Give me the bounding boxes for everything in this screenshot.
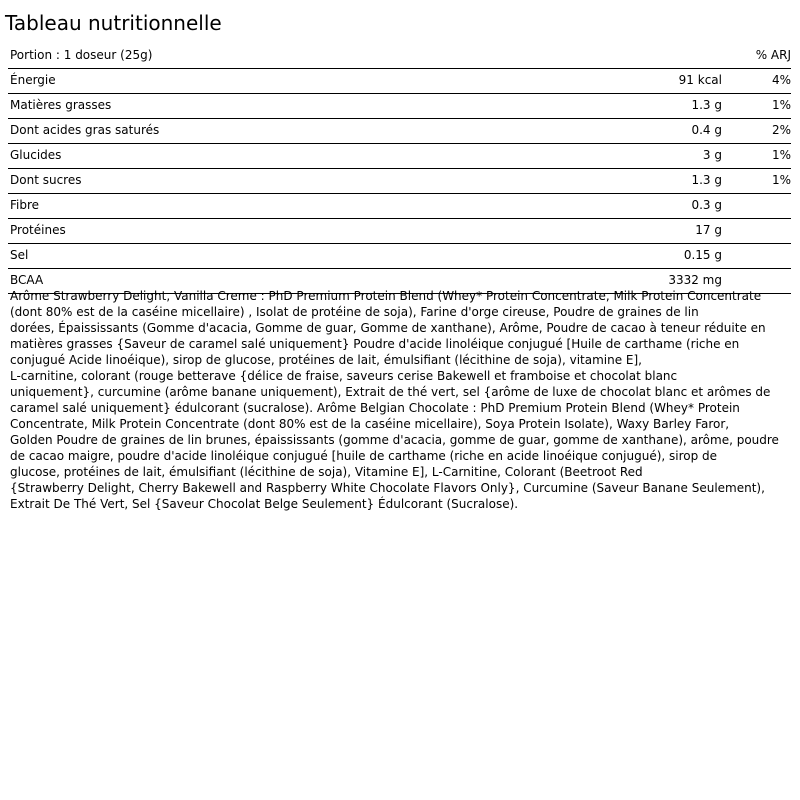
arj-header: % ARJ bbox=[755, 48, 791, 62]
row-percent: 4% bbox=[771, 73, 791, 87]
row-label: Dont sucres bbox=[10, 173, 82, 187]
row-label: Dont acides gras saturés bbox=[10, 123, 160, 137]
row-label: BCAA bbox=[10, 273, 44, 287]
table-row-sel bbox=[8, 244, 791, 269]
row-percent: 1% bbox=[771, 98, 791, 112]
table-row-energie bbox=[8, 69, 791, 94]
row-value: 3332 mg bbox=[668, 273, 722, 287]
table-row-fibre bbox=[8, 194, 791, 219]
table-row-matieres-grasses bbox=[8, 94, 791, 119]
table-row-acides-gras-satures bbox=[8, 119, 791, 144]
row-value: 0.15 g bbox=[683, 248, 722, 262]
row-label: Fibre bbox=[10, 198, 40, 212]
row-value: 3 g bbox=[702, 148, 722, 162]
row-percent: 1% bbox=[771, 148, 791, 162]
page-title: Tableau nutritionnelle bbox=[5, 11, 222, 35]
row-label: Sel bbox=[10, 248, 29, 262]
row-value: 1.3 g bbox=[691, 173, 722, 187]
row-value: 1.3 g bbox=[691, 98, 722, 112]
table-row-proteines bbox=[8, 219, 791, 244]
row-value: 91 kcal bbox=[678, 73, 722, 87]
row-percent: 1% bbox=[771, 173, 791, 187]
portion-label: Portion : 1 doseur (25g) bbox=[10, 48, 153, 62]
table-header-row bbox=[8, 44, 791, 69]
row-value: 17 g bbox=[695, 223, 722, 237]
row-value: 0.3 g bbox=[691, 198, 722, 212]
ingredients-text: Arôme Strawberry Delight, Vanilla Creme : PhD Premium Protein Blend (Whey* Protein Concentrate, Milk Protein Concentrate (dont 80% est de la caséine micellaire) , Isolat de protéine de soja), Farine d'orge cireuse, Poudre de graines de lin dorées, Épaississants (Gomme d'acacia, Gomme de guar, Gomme de xanthane), Arôme, Poudre de cacao à teneur réduite en matières grasses {Saveur de caramel salé uniquement} Poudre d'acide linoléique conjugué [Huile de carthame (riche en conjugué Acide linoéique), sirop de glucose, protéines de lait, émulsifiant (lécithine de soja), vitamine E], L-carnitine, colorant (rouge betterave {délice de fraise, saveurs cerise Bakewell et framboise et chocolat blanc uniquement}, curcumine (arôme banane uniquement), Extrait de thé vert, sel {arôme de luxe de chocolat blanc et arômes de caramel salé uniquement} édulcorant (sucralose). Arôme Belgian Chocolate : PhD Premium Protein Blend (Whey* Protein Concentrate, Milk Protein Concentrate (dont 80% est de la caséine micellaire), Soya Protein Isolate), Waxy Barley Faror, Golden Poudre de graines de lin brunes, épaississants (gomme d'acacia, gomme de guar, gomme de xanthane), arôme, poudre de cacao maigre, poudre d'acide linoléique conjugué [huile de carthame (riche en acide linoéique conjugué), sirop de glucose, protéines de lait, émulsifiant (lécithine de soja), Vitamine E], L-Carnitine, Colorant (Beetroot Red {Strawberry Delight, Cherry Bakewell and Raspberry White Chocolate Flavors Only}, Curcumine (Saveur Banane Seulement), Extrait De Thé Vert, Sel {Saveur Chocolat Belge Seulement} Édulcorant (Sucralose). bbox=[10, 289, 779, 511]
row-label: Protéines bbox=[10, 223, 66, 237]
nutrition-table bbox=[8, 44, 791, 294]
row-label: Matières grasses bbox=[10, 98, 112, 112]
row-label: Glucides bbox=[10, 148, 62, 162]
table-row-glucides bbox=[8, 144, 791, 169]
row-label: Énergie bbox=[10, 73, 56, 87]
row-percent: 2% bbox=[771, 123, 791, 137]
table-row-sucres bbox=[8, 169, 791, 194]
row-value: 0.4 g bbox=[691, 123, 722, 137]
